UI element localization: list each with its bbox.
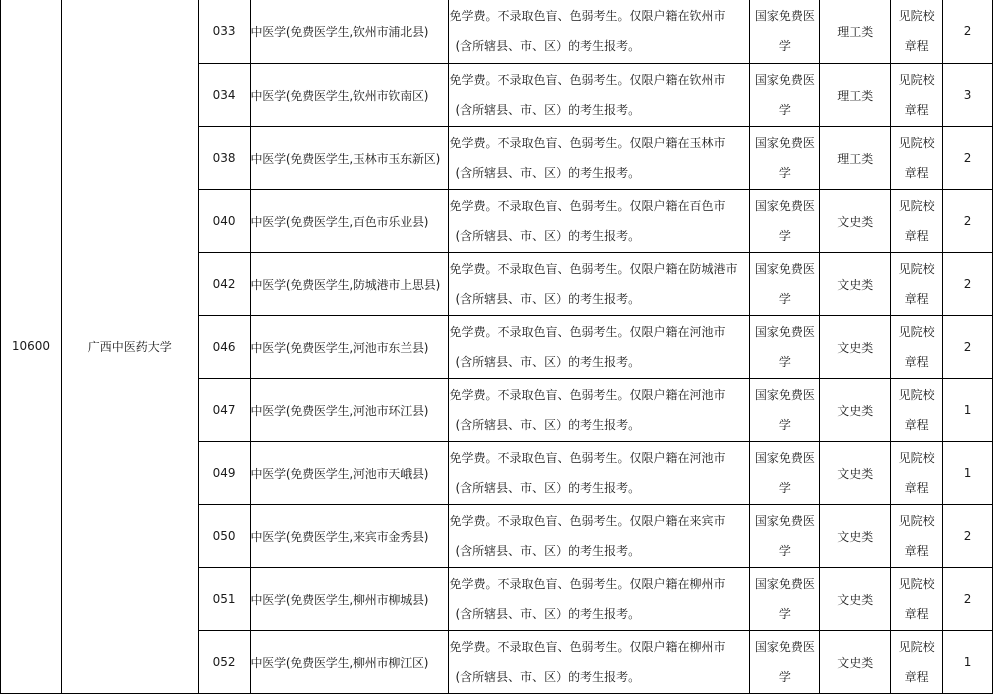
note-cell <box>891 379 943 442</box>
plan-type-line-1: 国家免费医 <box>754 73 815 87</box>
note-line-1: 见院校 <box>898 451 935 465</box>
subject-category: 文史类 <box>820 253 891 316</box>
plan-count: 2 <box>943 568 993 631</box>
remark-line-2: (含所辖县、市、区）的考生报考。 <box>455 544 641 558</box>
major-code: 049 <box>198 442 250 505</box>
remark-line-2: (含所辖县、市、区）的考生报考。 <box>455 418 641 432</box>
major-name: 中医学(免费医学生,柳州市柳城县) <box>250 568 449 631</box>
note-line-1: 见院校 <box>898 388 935 402</box>
remark-line-2: (含所辖县、市、区）的考生报考。 <box>455 481 641 495</box>
remark-line-2: (含所辖县、市、区）的考生报考。 <box>455 607 641 621</box>
remark-line-2: (含所辖县、市、区）的考生报考。 <box>455 39 641 53</box>
remark-line-2: (含所辖县、市、区）的考生报考。 <box>455 229 641 243</box>
plan-count: 1 <box>943 631 993 694</box>
note-line-1: 见院校 <box>898 9 935 23</box>
note-line-1: 见院校 <box>898 514 935 528</box>
note-cell <box>891 631 943 694</box>
remark-line-1: 免学费。不录取色盲、色弱考生。仅限户籍在百色市 <box>449 199 726 213</box>
plan-type-line-2: 学 <box>778 103 791 117</box>
plan-type-line-2: 学 <box>778 670 791 684</box>
plan-count: 1 <box>943 442 993 505</box>
plan-type-line-1: 国家免费医 <box>754 325 815 339</box>
subject-category: 理工类 <box>820 0 891 64</box>
remark-cell <box>449 0 750 64</box>
table-row <box>1 0 993 64</box>
plan-type-line-1: 国家免费医 <box>754 9 815 23</box>
major-code: 052 <box>198 631 250 694</box>
subject-category: 文史类 <box>820 379 891 442</box>
major-name: 中医学(免费医学生,柳州市柳江区) <box>250 631 449 694</box>
remark-line-1: 免学费。不录取色盲、色弱考生。仅限户籍在来宾市 <box>449 514 726 528</box>
remark-line-2: (含所辖县、市、区）的考生报考。 <box>455 292 641 306</box>
note-line-2: 章程 <box>904 355 929 369</box>
plan-type-cell <box>750 379 820 442</box>
note-line-1: 见院校 <box>898 73 935 87</box>
plan-type-line-2: 学 <box>778 166 791 180</box>
plan-count: 2 <box>943 505 993 568</box>
subject-category: 理工类 <box>820 64 891 127</box>
note-cell <box>891 568 943 631</box>
major-name: 中医学(免费医学生,防城港市上思县) <box>250 253 449 316</box>
note-cell <box>891 442 943 505</box>
major-code: 047 <box>198 379 250 442</box>
note-cell <box>891 316 943 379</box>
plan-type-line-2: 学 <box>778 229 791 243</box>
remark-cell <box>449 379 750 442</box>
note-line-1: 见院校 <box>898 199 935 213</box>
subject-category: 文史类 <box>820 631 891 694</box>
remark-line-1: 免学费。不录取色盲、色弱考生。仅限户籍在柳州市 <box>449 577 726 591</box>
major-name: 中医学(免费医学生,河池市环江县) <box>250 379 449 442</box>
remark-line-2: (含所辖县、市、区）的考生报考。 <box>455 355 641 369</box>
major-name: 中医学(免费医学生,钦州市浦北县) <box>250 0 449 64</box>
plan-type-cell <box>750 631 820 694</box>
plan-type-line-1: 国家免费医 <box>754 514 815 528</box>
subject-category: 文史类 <box>820 190 891 253</box>
plan-type-line-1: 国家免费医 <box>754 577 815 591</box>
major-code: 038 <box>198 127 250 190</box>
note-line-1: 见院校 <box>898 262 935 276</box>
remark-line-1: 免学费。不录取色盲、色弱考生。仅限户籍在玉林市 <box>449 136 726 150</box>
note-line-2: 章程 <box>904 229 929 243</box>
major-code: 042 <box>198 253 250 316</box>
note-line-2: 章程 <box>904 292 929 306</box>
plan-count: 2 <box>943 253 993 316</box>
subject-category: 文史类 <box>820 316 891 379</box>
note-cell <box>891 190 943 253</box>
remark-cell <box>449 568 750 631</box>
plan-count: 3 <box>943 64 993 127</box>
plan-count: 2 <box>943 190 993 253</box>
plan-type-line-2: 学 <box>778 39 791 53</box>
note-line-2: 章程 <box>904 544 929 558</box>
subject-category: 理工类 <box>820 127 891 190</box>
plan-type-line-2: 学 <box>778 418 791 432</box>
major-name: 中医学(免费医学生,来宾市金秀县) <box>250 505 449 568</box>
plan-type-line-2: 学 <box>778 607 791 621</box>
plan-type-cell <box>750 568 820 631</box>
plan-type-line-2: 学 <box>778 355 791 369</box>
note-cell <box>891 253 943 316</box>
subject-category: 文史类 <box>820 442 891 505</box>
remark-cell <box>449 127 750 190</box>
note-line-2: 章程 <box>904 39 929 53</box>
remark-line-1: 免学费。不录取色盲、色弱考生。仅限户籍在钦州市 <box>449 73 726 87</box>
remark-line-1: 免学费。不录取色盲、色弱考生。仅限户籍在河池市 <box>449 325 726 339</box>
plan-type-line-1: 国家免费医 <box>754 136 815 150</box>
plan-count: 2 <box>943 316 993 379</box>
note-line-2: 章程 <box>904 481 929 495</box>
plan-type-line-1: 国家免费医 <box>754 199 815 213</box>
plan-count: 2 <box>943 0 993 64</box>
note-line-2: 章程 <box>904 103 929 117</box>
plan-type-cell <box>750 505 820 568</box>
note-cell <box>891 127 943 190</box>
note-line-1: 见院校 <box>898 325 935 339</box>
plan-type-line-1: 国家免费医 <box>754 451 815 465</box>
remark-line-2: (含所辖县、市、区）的考生报考。 <box>455 103 641 117</box>
plan-type-line-2: 学 <box>778 544 791 558</box>
remark-cell <box>449 64 750 127</box>
remark-line-1: 免学费。不录取色盲、色弱考生。仅限户籍在钦州市 <box>449 9 726 23</box>
plan-type-cell <box>750 316 820 379</box>
note-cell <box>891 0 943 64</box>
major-code: 033 <box>198 0 250 64</box>
major-name: 中医学(免费医学生,河池市东兰县) <box>250 316 449 379</box>
remark-cell <box>449 505 750 568</box>
plan-type-line-2: 学 <box>778 481 791 495</box>
remark-line-1: 免学费。不录取色盲、色弱考生。仅限户籍在河池市 <box>449 388 726 402</box>
remark-line-1: 免学费。不录取色盲、色弱考生。仅限户籍在柳州市 <box>449 640 726 654</box>
major-name: 中医学(免费医学生,百色市乐业县) <box>250 190 449 253</box>
subject-category: 文史类 <box>820 505 891 568</box>
subject-category: 文史类 <box>820 568 891 631</box>
note-line-2: 章程 <box>904 166 929 180</box>
note-line-1: 见院校 <box>898 577 935 591</box>
remark-line-2: (含所辖县、市、区）的考生报考。 <box>455 166 641 180</box>
major-name: 中医学(免费医学生,河池市天峨县) <box>250 442 449 505</box>
note-cell <box>891 505 943 568</box>
plan-type-line-1: 国家免费医 <box>754 388 815 402</box>
plan-type-cell <box>750 64 820 127</box>
remark-line-2: (含所辖县、市、区）的考生报考。 <box>455 670 641 684</box>
remark-cell <box>449 442 750 505</box>
note-cell <box>891 64 943 127</box>
school-name: 广西中医药大学 <box>61 0 198 694</box>
plan-type-line-1: 国家免费医 <box>754 640 815 654</box>
plan-type-line-1: 国家免费医 <box>754 262 815 276</box>
note-line-2: 章程 <box>904 607 929 621</box>
plan-type-cell <box>750 0 820 64</box>
major-code: 050 <box>198 505 250 568</box>
plan-type-line-2: 学 <box>778 292 791 306</box>
remark-cell <box>449 253 750 316</box>
note-line-2: 章程 <box>904 670 929 684</box>
plan-count: 2 <box>943 127 993 190</box>
plan-type-cell <box>750 253 820 316</box>
table-body <box>1 0 993 694</box>
remark-cell <box>449 631 750 694</box>
note-line-2: 章程 <box>904 418 929 432</box>
major-name: 中医学(免费医学生,玉林市玉东新区) <box>250 127 449 190</box>
major-code: 040 <box>198 190 250 253</box>
plan-count: 1 <box>943 379 993 442</box>
plan-type-cell <box>750 442 820 505</box>
major-code: 034 <box>198 64 250 127</box>
remark-cell <box>449 316 750 379</box>
remark-line-1: 免学费。不录取色盲、色弱考生。仅限户籍在河池市 <box>449 451 726 465</box>
remark-line-1: 免学费。不录取色盲、色弱考生。仅限户籍在防城港市 <box>449 262 738 276</box>
plan-type-cell <box>750 127 820 190</box>
note-line-1: 见院校 <box>898 640 935 654</box>
note-line-1: 见院校 <box>898 136 935 150</box>
major-name: 中医学(免费医学生,钦州市钦南区) <box>250 64 449 127</box>
major-code: 046 <box>198 316 250 379</box>
plan-type-cell <box>750 190 820 253</box>
school-code: 10600 <box>1 0 62 694</box>
remark-cell <box>449 190 750 253</box>
major-code: 051 <box>198 568 250 631</box>
